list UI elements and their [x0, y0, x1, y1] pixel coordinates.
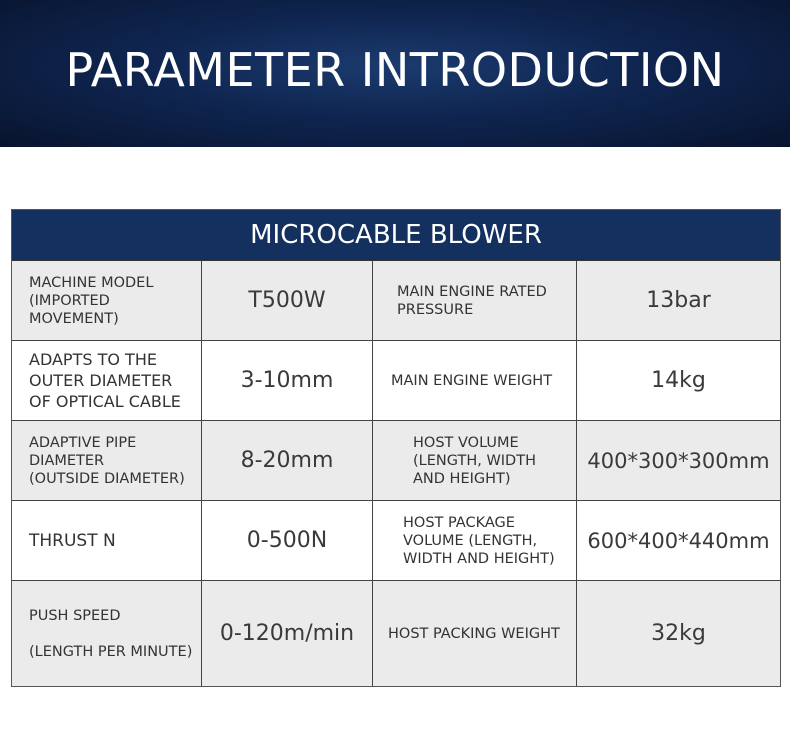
param-label: HOST PACKAGE VOLUME (LENGTH, WIDTH AND HEIGHT): [373, 501, 577, 580]
page-title: PARAMETER INTRODUCTION: [65, 42, 725, 97]
param-label: ADAPTIVE PIPE DIAMETER (OUTSIDE DIAMETER): [12, 421, 202, 500]
table-row: [12, 341, 780, 421]
param-label: MAIN ENGINE WEIGHT: [373, 341, 577, 420]
param-value: 8-20mm: [202, 421, 373, 500]
param-value: 13bar: [646, 288, 711, 313]
param-label: PUSH SPEED (LENGTH PER MINUTE): [12, 581, 202, 686]
param-value: 3-10mm: [202, 341, 373, 420]
param-label: ADAPTS TO THE OUTER DIAMETER OF OPTICAL CABLE: [12, 341, 202, 420]
param-value: T500W: [202, 261, 373, 340]
spec-table: [11, 209, 781, 687]
table-row: [12, 421, 780, 501]
param-value: 600*400*440mm: [587, 528, 770, 553]
table-row: [12, 581, 780, 686]
param-value: 0-120m/min: [202, 581, 373, 686]
param-label: MACHINE MODEL (IMPORTED MOVEMENT): [12, 261, 202, 340]
param-value: 0-500N: [202, 501, 373, 580]
table-title: MICROCABLE BLOWER: [12, 210, 780, 261]
param-value: 32kg: [651, 621, 706, 646]
param-label: HOST PACKING WEIGHT: [373, 581, 577, 686]
table-row: [12, 501, 780, 581]
param-value: 14kg: [651, 368, 706, 393]
table-row: [12, 261, 780, 341]
param-label: HOST VOLUME (LENGTH, WIDTH AND HEIGHT): [373, 421, 577, 500]
header-banner: [0, 0, 790, 147]
param-label: MAIN ENGINE RATED PRESSURE: [373, 261, 577, 340]
param-label: THRUST N: [12, 501, 202, 580]
param-value: 400*300*300mm: [587, 448, 770, 473]
